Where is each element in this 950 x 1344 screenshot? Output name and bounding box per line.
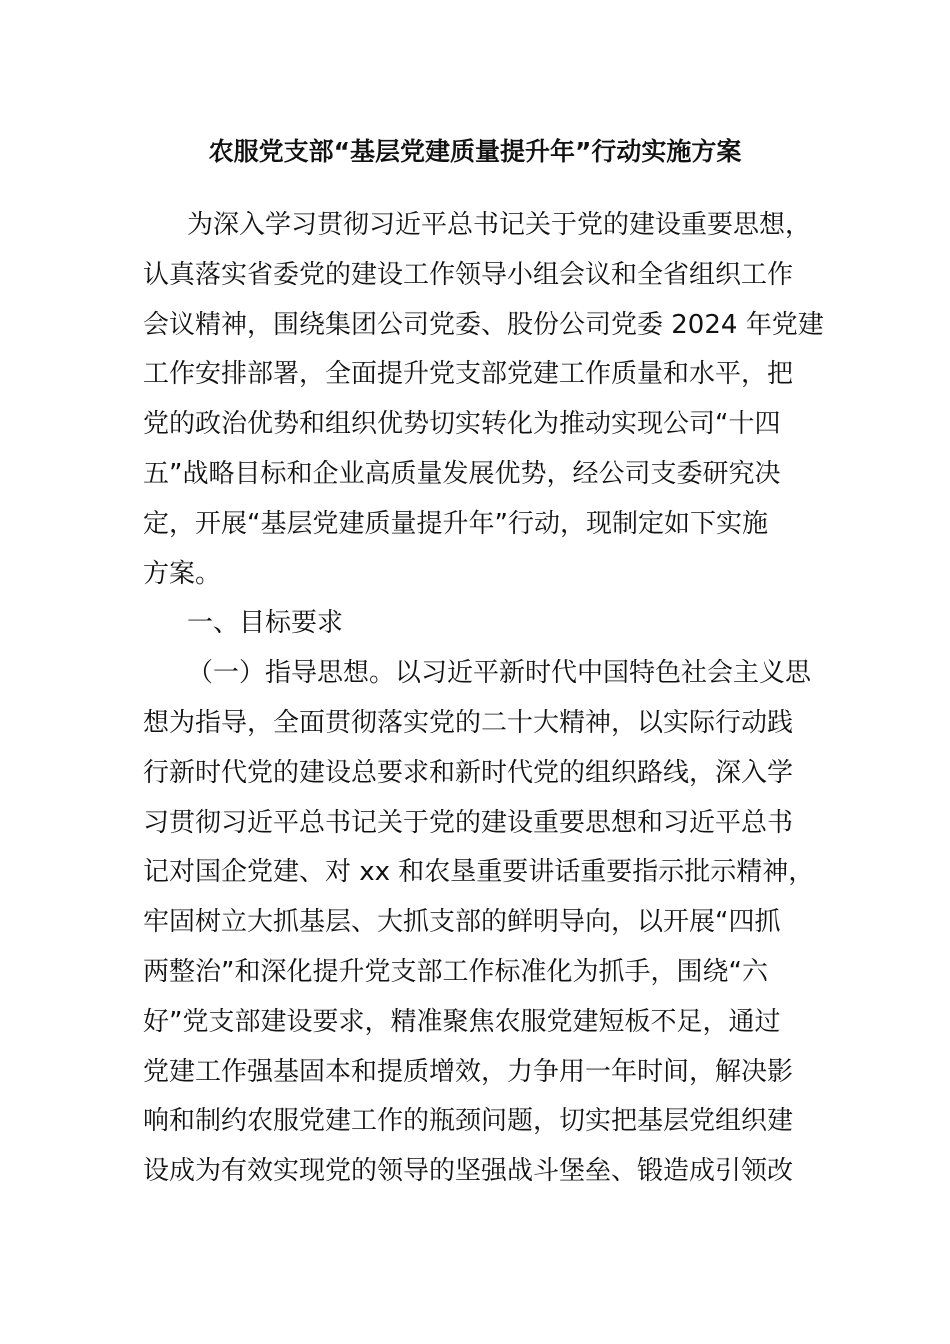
paragraph-line: 方案。 [143, 558, 222, 589]
paragraph-line: （一）指导思想。以习近平新时代中国特色社会主义思 [187, 658, 812, 689]
paragraph-line: 想为指导，全面贯彻落实党的二十大精神，以实际行动践 [143, 707, 794, 738]
paragraph-line: 党建工作强基固本和提质增效，力争用一年时间，解决影 [143, 1056, 794, 1087]
paragraph-line: 设成为有效实现党的领导的坚强战斗堡垒、锻造成引领改 [143, 1156, 794, 1187]
paragraph-line: 习贯彻习近平总书记关于党的建设重要思想和习近平总书 [143, 807, 794, 838]
paragraph-line: 认真落实省委党的建设工作领导小组会议和全省组织工作 [143, 259, 794, 290]
document-body [143, 201, 823, 1197]
section-heading: 一、目标要求 [187, 608, 344, 639]
paragraph-line: 行新时代党的建设总要求和新时代党的组织路线，深入学 [143, 757, 794, 788]
paragraph-line: 记对国企党建、对 xx 和农垦重要讲话重要指示批示精神， [143, 857, 815, 888]
paragraph-line: 响和制约农服党建工作的瓶颈问题，切实把基层党组织建 [143, 1106, 794, 1137]
paragraph-line: 五”战略目标和企业高质量发展优势，经公司支委研究决 [143, 458, 781, 489]
document-title: 农服党支部“基层党建质量提升年”行动实施方案 [208, 137, 742, 166]
paragraph-line: 工作安排部署，全面提升党支部党建工作质量和水平，把 [143, 359, 794, 390]
paragraph-line: 两整治”和深化提升党支部工作标准化为抓手，围绕“六 [143, 956, 768, 987]
paragraph-line: 定，开展“基层党建质量提升年”行动，现制定如下实施 [143, 508, 768, 539]
paragraph-line: 会议精神，围绕集团公司党委、股份公司党委 2024 年党建 [143, 309, 824, 340]
paragraph-line: 党的政治优势和组织优势切实转化为推动实现公司“十四 [143, 409, 781, 440]
paragraph-line: 好”党支部建设要求，精准聚焦农服党建短板不足，通过 [143, 1006, 781, 1037]
paragraph-line: 牢固树立大抓基层、大抓支部的鲜明导向，以开展“四抓 [143, 907, 781, 938]
paragraph-line: 为深入学习贯彻习近平总书记关于党的建设重要思想， [187, 210, 812, 240]
